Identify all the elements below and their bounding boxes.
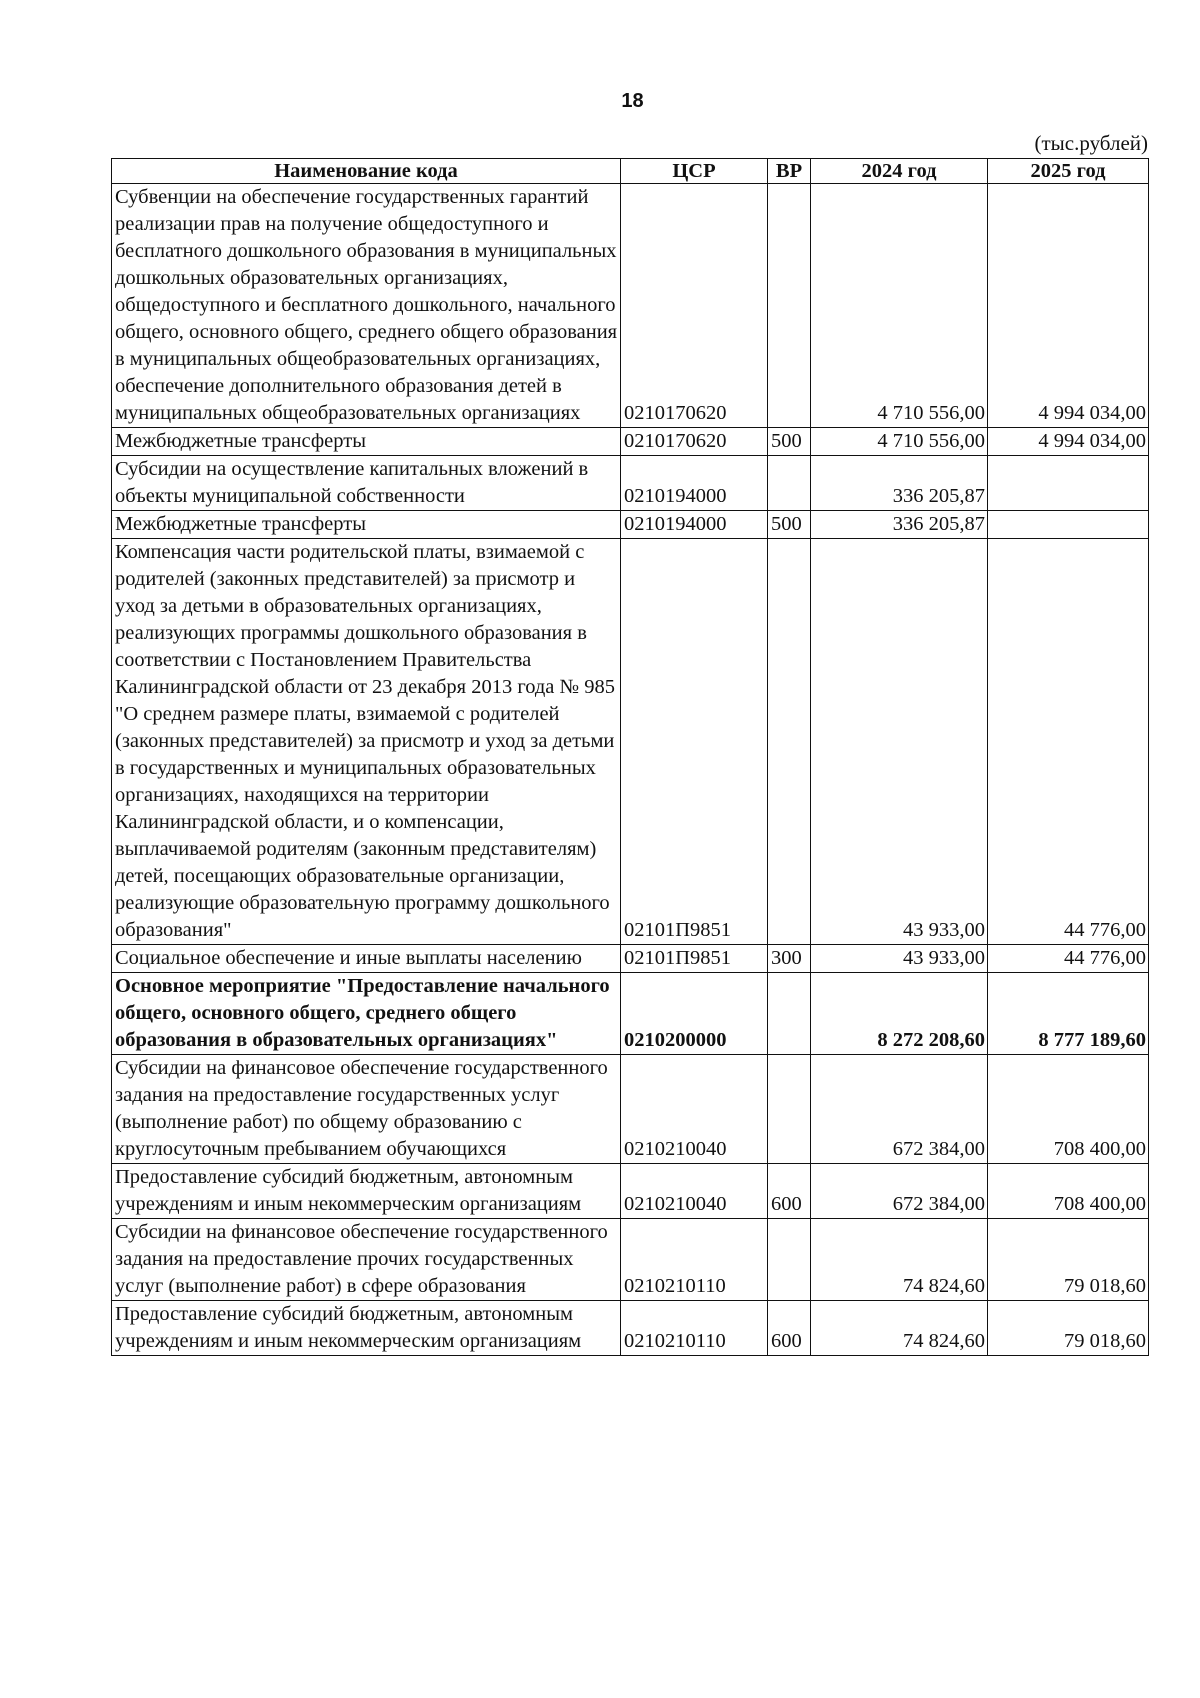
cell-2025: [988, 456, 1149, 511]
cell-csr: 0210194000: [621, 456, 768, 511]
cell-csr: 0210170620: [621, 184, 768, 428]
cell-2025: 44 776,00: [988, 539, 1149, 945]
header-2024: 2024 год: [811, 159, 988, 184]
cell-csr: 0210170620: [621, 428, 768, 456]
cell-2025: 44 776,00: [988, 945, 1149, 973]
cell-2025: 8 777 189,60: [988, 973, 1149, 1055]
cell-csr: 0210210110: [621, 1301, 768, 1356]
cell-name: Социальное обеспечение и иные выплаты населению: [112, 945, 621, 973]
cell-2024: 4 710 556,00: [811, 184, 988, 428]
cell-vr: 600: [768, 1164, 811, 1219]
cell-2024: 336 205,87: [811, 456, 988, 511]
cell-2024: 4 710 556,00: [811, 428, 988, 456]
table-row: [112, 945, 1149, 973]
cell-2025: 4 994 034,00: [988, 184, 1149, 428]
cell-2024: 74 824,60: [811, 1301, 988, 1356]
cell-2024: 336 205,87: [811, 511, 988, 539]
table-row: [112, 1301, 1149, 1356]
cell-2025: 708 400,00: [988, 1055, 1149, 1164]
cell-name: Основное мероприятие "Предоставление начального общего, основного общего, среднего общего образования в образовательных организациях": [112, 973, 621, 1055]
cell-2024: 43 933,00: [811, 945, 988, 973]
cell-csr: 0210210040: [621, 1055, 768, 1164]
header-2025: 2025 год: [988, 159, 1149, 184]
cell-2024: 43 933,00: [811, 539, 988, 945]
cell-csr: 02101П9851: [621, 539, 768, 945]
cell-csr: 02101П9851: [621, 945, 768, 973]
table-row: [112, 428, 1149, 456]
cell-name: Субсидии на финансовое обеспечение государственного задания на предоставление прочих государственных услуг (выполнение работ) в сфере образования: [112, 1219, 621, 1301]
cell-2025: 708 400,00: [988, 1164, 1149, 1219]
table-row: [112, 1219, 1149, 1301]
units-label: (тыс.рублей): [1034, 131, 1148, 155]
cell-2024: 8 272 208,60: [811, 973, 988, 1055]
cell-2025: 4 994 034,00: [988, 428, 1149, 456]
header-csr: ЦСР: [621, 159, 768, 184]
cell-vr: [768, 539, 811, 945]
table-header-row: [112, 159, 1149, 184]
cell-vr: 500: [768, 511, 811, 539]
cell-2025: 79 018,60: [988, 1219, 1149, 1301]
cell-name: Предоставление субсидий бюджетным, автономным учреждениям и иным некоммерческим организациям: [112, 1164, 621, 1219]
cell-vr: [768, 1055, 811, 1164]
cell-2024: 672 384,00: [811, 1164, 988, 1219]
table-row: [112, 1055, 1149, 1164]
cell-vr: [768, 184, 811, 428]
cell-2025: [988, 511, 1149, 539]
cell-csr: 0210210110: [621, 1219, 768, 1301]
cell-csr: 0210200000: [621, 973, 768, 1055]
cell-name: Субсидии на финансовое обеспечение государственного задания на предоставление государственных услуг (выполнение работ) по общему образованию с круглосуточным пребыванием обучающихся: [112, 1055, 621, 1164]
page-number: 18: [621, 90, 644, 112]
budget-table: [111, 158, 1149, 1356]
cell-vr: 500: [768, 428, 811, 456]
header-name: Наименование кода: [112, 159, 621, 184]
cell-name: Субвенции на обеспечение государственных гарантий реализации прав на получение общедоступного и бесплатного дошкольного образования в муниципальных дошкольных образовательных организациях, общедоступного и бесплатного дошкольного, начального общего, основного общего, среднего общего образования в муниципальных общеобразовательных организациях, обеспечение дополнительного образования детей в муниципальных общеобразовательных организациях: [112, 184, 621, 428]
cell-name: Компенсация части родительской платы, взимаемой с родителей (законных представителей) за присмотр и уход за детьми в образовательных организациях, реализующих программы дошкольного образования в соответствии с Постановлением Правительства Калининградской области от 23 декабря 2013 года № 985 "О среднем размере платы, взимаемой с родителей (законных представителей) за присмотр и уход за детьми в государственных и муниципальных образовательных организациях, находящихся на территории Калининградской области, и о компенсации, выплачиваемой родителям (законным представителям) детей, посещающих образовательные организации, реализующие образовательную программу дошкольного образования": [112, 539, 621, 945]
cell-2025: 79 018,60: [988, 1301, 1149, 1356]
cell-name: Субсидии на осуществление капитальных вложений в объекты муниципальной собственности: [112, 456, 621, 511]
cell-vr: [768, 456, 811, 511]
table-row: [112, 511, 1149, 539]
table-row: [112, 1164, 1149, 1219]
cell-csr: 0210210040: [621, 1164, 768, 1219]
cell-vr: 600: [768, 1301, 811, 1356]
cell-csr: 0210194000: [621, 511, 768, 539]
cell-vr: 300: [768, 945, 811, 973]
cell-vr: [768, 1219, 811, 1301]
header-vr: ВР: [768, 159, 811, 184]
cell-name: Предоставление субсидий бюджетным, автономным учреждениям и иным некоммерческим организациям: [112, 1301, 621, 1356]
table-row: [112, 539, 1149, 945]
cell-name: Межбюджетные трансферты: [112, 511, 621, 539]
cell-2024: 672 384,00: [811, 1055, 988, 1164]
cell-name: Межбюджетные трансферты: [112, 428, 621, 456]
table-row: [112, 456, 1149, 511]
cell-2024: 74 824,60: [811, 1219, 988, 1301]
cell-vr: [768, 973, 811, 1055]
table-row: [112, 184, 1149, 428]
table-row: [112, 973, 1149, 1055]
